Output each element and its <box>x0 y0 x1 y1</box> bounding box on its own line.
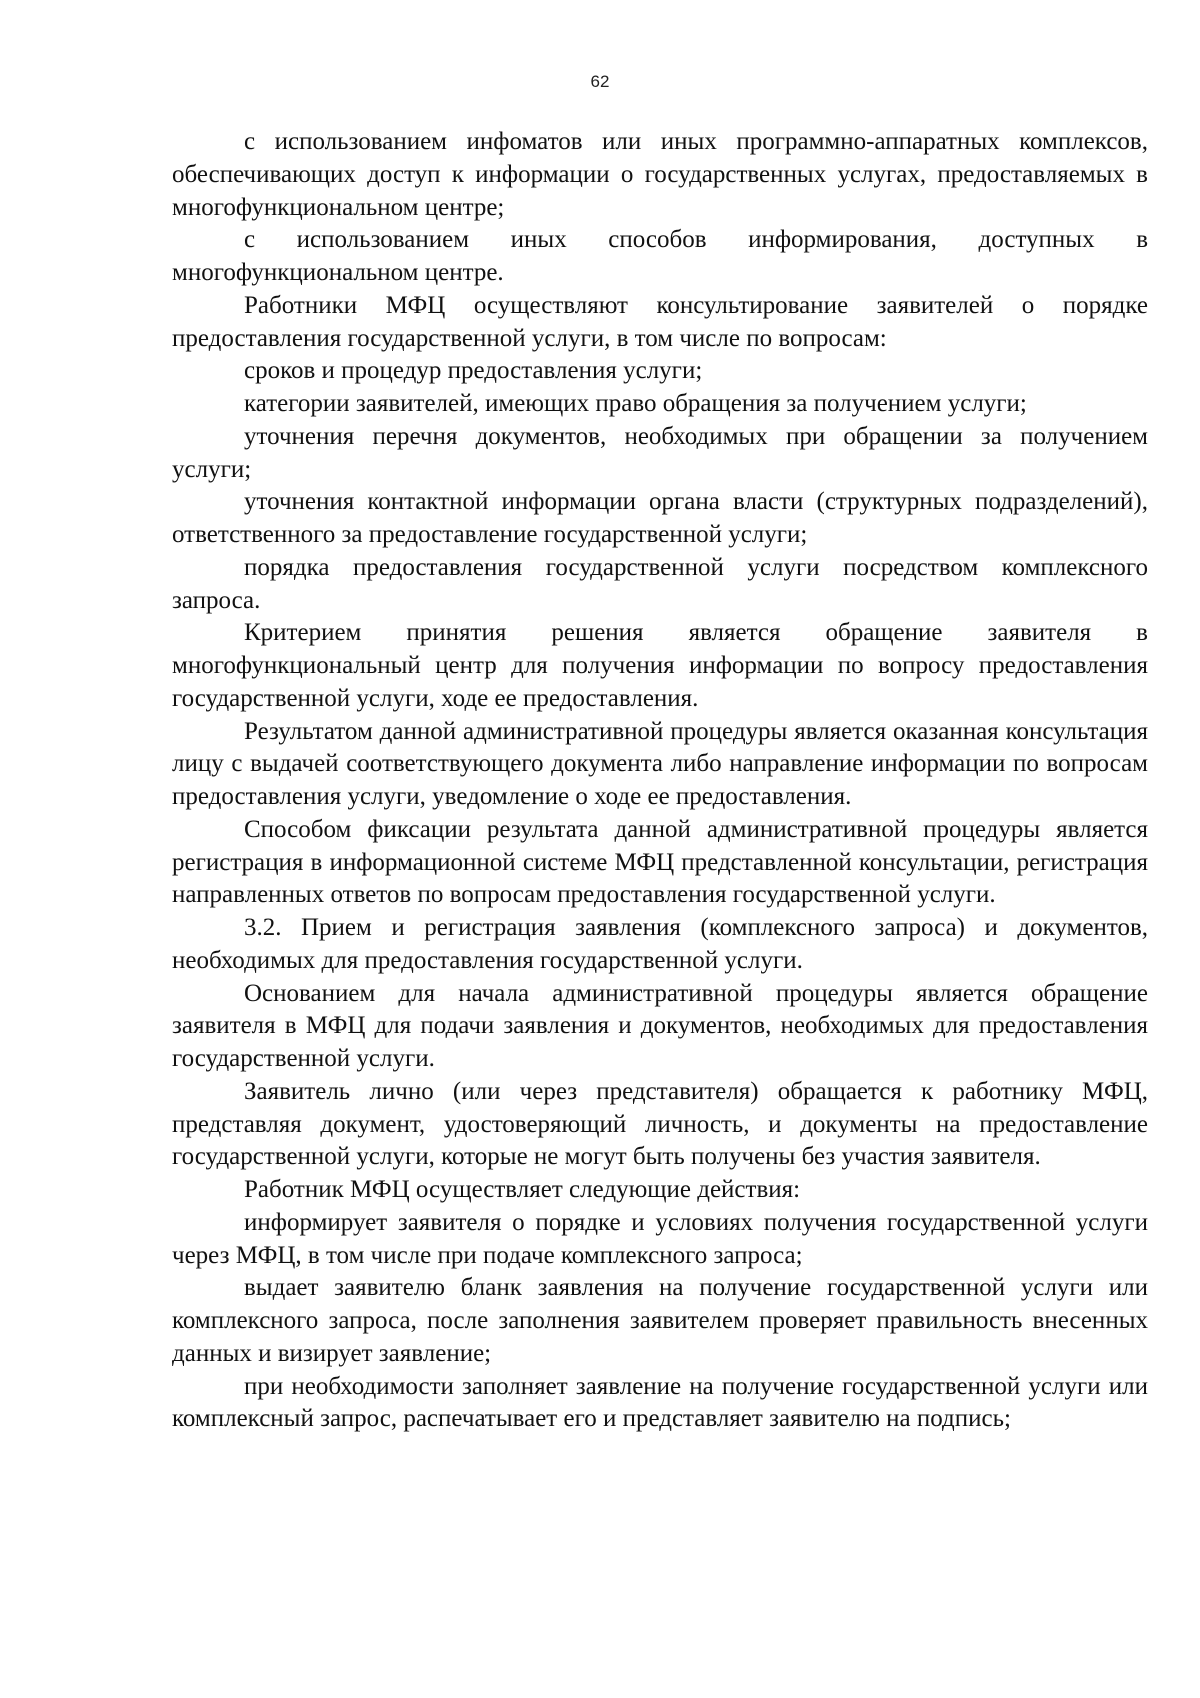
paragraph-result-recording: Способом фиксации результата данной административной процедуры является регистрация в информационной системе МФЦ представленной консультации, регистрация направленных ответов по вопросам предоставления государственной услуги. <box>172 815 1148 909</box>
paragraph-other-methods: с использованием иных способов информирования, доступных в многофункциональном центре. <box>172 226 1148 286</box>
paragraph-mfc-actions: Работник МФЦ осуществляет следующие действия: <box>244 1176 801 1203</box>
list-item-informs: информирует заявителя о порядке и условиях получения государственной услуги через МФЦ, в том числе при подаче комплексного запроса; <box>172 1208 1148 1269</box>
document-body <box>172 126 1148 1436</box>
list-item-issues-form: выдает заявителю бланк заявления на получение государственной услуги или комплексного запроса, после заполнения заявителем проверяет правильность внесенных данных и визирует заявление; <box>172 1274 1148 1367</box>
list-item-applicant-categories: категории заявителей, имеющих право обращения за получением услуги; <box>244 390 1027 417</box>
list-item-contact-info: уточнения контактной информации органа власти (структурных подразделений), ответственного за предоставление государственной услуги; <box>172 488 1148 548</box>
list-item-document-list: уточнения перечня документов, необходимых при обращении за получением услуги; <box>172 422 1148 483</box>
paragraph-applicant-appeal: Заявитель лично (или через представителя) обращается к работнику МФЦ, представляя документ, удостоверяющий личность, и документы на предоставление государственной услуги, которые не могут быть получены без участия заявителя. <box>172 1077 1148 1171</box>
section-heading-3-2: 3.2. Прием и регистрация заявления (комплексного запроса) и документов, необходимых для предоставления государственной услуги. <box>172 914 1148 974</box>
paragraph-procedure-result: Результатом данной административной процедуры является оказанная консультация лицу с выдачей соответствующего документа либо направление информации по вопросам предоставления услуги, уведомление о ходе ее предоставления. <box>172 717 1148 810</box>
paragraph-procedure-basis: Основанием для начала административной процедуры является обращение заявителя в МФЦ для подачи заявления и документов, необходимых для предоставления государственной услуги. <box>172 979 1148 1072</box>
paragraph-infomats: с использованием инфоматов или иных программно-аппаратных комплексов, обеспечивающих доступ к информации о государственных услугах, предоставляемых в многофункциональном центре; <box>172 128 1148 221</box>
page-number: 62 <box>590 72 610 91</box>
paragraph-mfc-consulting: Работники МФЦ осуществляют консультирование заявителей о порядке предоставления государственной услуги, в том числе по вопросам: <box>172 291 1148 352</box>
paragraph-decision-criterion: Критерием принятия решения является обращение заявителя в многофункциональный центр для получения информации по вопросу предоставления государственной услуги, ходе ее предоставления. <box>172 619 1148 712</box>
list-item-complex-request: порядка предоставления государственной услуги посредством комплексного запроса. <box>172 553 1148 614</box>
list-item-fills-application: при необходимости заполняет заявление на получение государственной услуги или комплексный запрос, распечатывает его и представляет заявителю на подпись; <box>172 1372 1148 1433</box>
list-item-deadlines: сроков и процедур предоставления услуги; <box>244 357 703 385</box>
